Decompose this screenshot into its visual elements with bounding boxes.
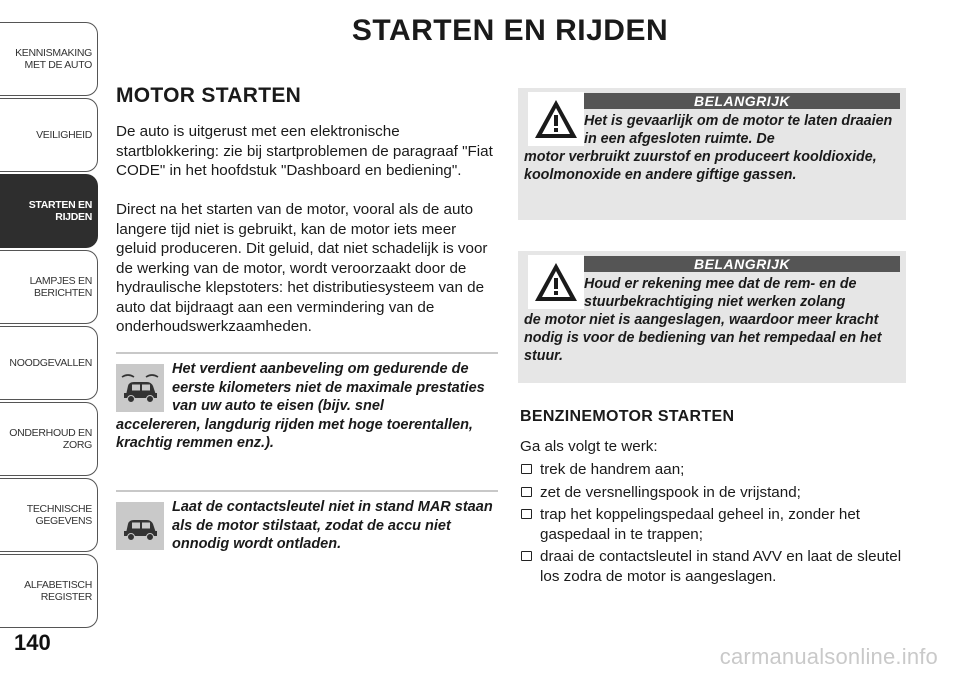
section-heading-motor-starten: MOTOR STARTEN [116,84,302,107]
step-text: trap het koppelingspedaal geheel in, zonder het gaspedaal in te trappen; [540,506,861,543]
tab-label: LAMPJES EN BERICHTEN [29,275,92,299]
tab-label: ALFABETISCH REGISTER [24,579,92,603]
steps-intro: Ga als volgt te werk: [520,438,658,455]
note-text-lead: Laat de contactsleutel niet in stand MAR staan als de motor stilstaat, zodat de accu niet onnodig wordt ontladen. [172,499,493,552]
list-item [520,505,910,544]
tab-label: KENNISMAKING MET DE AUTO [15,47,92,71]
tab-noodgevallen[interactable] [0,326,98,400]
car-icon [116,502,164,550]
warning-box-rembekrachtiging [518,251,906,383]
paragraph-klepstoters: Direct na het starten van de motor, vooral als de auto langere tijd niet is gebruikt, kan de motor iets meer geluid produceren. Dit geluid, dat niet schadelijk is voor de werking van de motor, wordt veroorzaakt door de hydraulische klepstoters: het distributiesysteem van de auto dat bijdraagt aan een vermindering van de onderhoudswerkzaamheden. [116,201,488,335]
checkbox-bullet-icon [521,487,532,497]
tab-label: VEILIGHEID [36,129,92,141]
note-text-rest: accelereren, langdurig rijden met hoge toerentallen, krachtig remmen enz.). [116,416,473,451]
warning-text-rest: motor verbruikt zuurstof en produceert kooldioxide, koolmonoxide en andere giftige gassen. [524,149,877,183]
checkbox-bullet-icon [521,551,532,561]
warning-header: BELANGRIJK [584,93,900,109]
warning-header: BELANGRIJK [584,256,900,272]
car-icon [116,364,164,412]
tab-starten-en-rijden[interactable] [0,174,98,248]
step-text: trek de handrem aan; [540,461,685,478]
step-text: zet de versnellingspook in de vrijstand; [540,483,801,501]
tab-label: STARTEN EN RIJDEN [28,199,92,223]
tab-veiligheid[interactable] [0,98,98,172]
checkbox-bullet-icon [521,464,532,474]
note-first-kilometers [116,352,498,474]
warning-text-rest: de motor niet is aangeslagen, waardoor meer kracht nodig is voor de bediening van het rempedaal en het stuur. [524,312,882,364]
steps-list [520,460,910,589]
page-title: STARTEN EN RIJDEN [351,14,669,47]
warning-text-lead: Het is gevaarlijk om de motor te laten draaien in een afgesloten ruimte. De [584,113,893,147]
tab-label: NOODGEVALLEN [9,357,92,369]
page-number: 140 [14,630,51,655]
warning-box-afgesloten-ruimte [518,88,906,220]
tab-onderhoud-en-zorg[interactable] [0,402,98,476]
tab-technische-gegevens[interactable] [0,478,98,552]
checkbox-bullet-icon [521,509,532,519]
tab-lampjes-en-berichten[interactable] [0,250,98,324]
note-text-lead: Het verdient aanbeveling om gedurende de eerste kilometers niet de maximale prestaties van uw auto te eisen (bijv. snel [172,361,485,414]
list-item [520,547,910,586]
warning-text [524,112,898,184]
tab-label: ONDERHOUD EN ZORG [9,427,92,451]
section-heading-benzinemotor: BENZINEMOTOR STARTEN [520,408,735,425]
note-contactsleutel [116,490,498,562]
watermark: carmanualsonline.info [719,644,938,669]
tab-alfabetisch-register[interactable] [0,554,98,628]
paragraph-startblokkering: De auto is uitgerust met een elektronische startblokkering: zie bij startproblemen de paragraaf "Fiat CODE" in het hoofdstuk "Dashboard en bediening". [116,123,493,179]
note-text [116,492,498,554]
step-text: draai de contactsleutel in stand AVV en laat de sleutel los zodra de motor is aangeslagen. [540,548,902,585]
list-item [520,483,910,503]
warning-text-lead: Houd er rekening mee dat de rem- en de stuurbekrachtiging niet werken zolang [584,276,857,310]
note-text [116,354,498,453]
list-item [520,460,910,480]
warning-text [524,275,898,365]
tab-label: TECHNISCHE GEGEVENS [26,503,92,527]
